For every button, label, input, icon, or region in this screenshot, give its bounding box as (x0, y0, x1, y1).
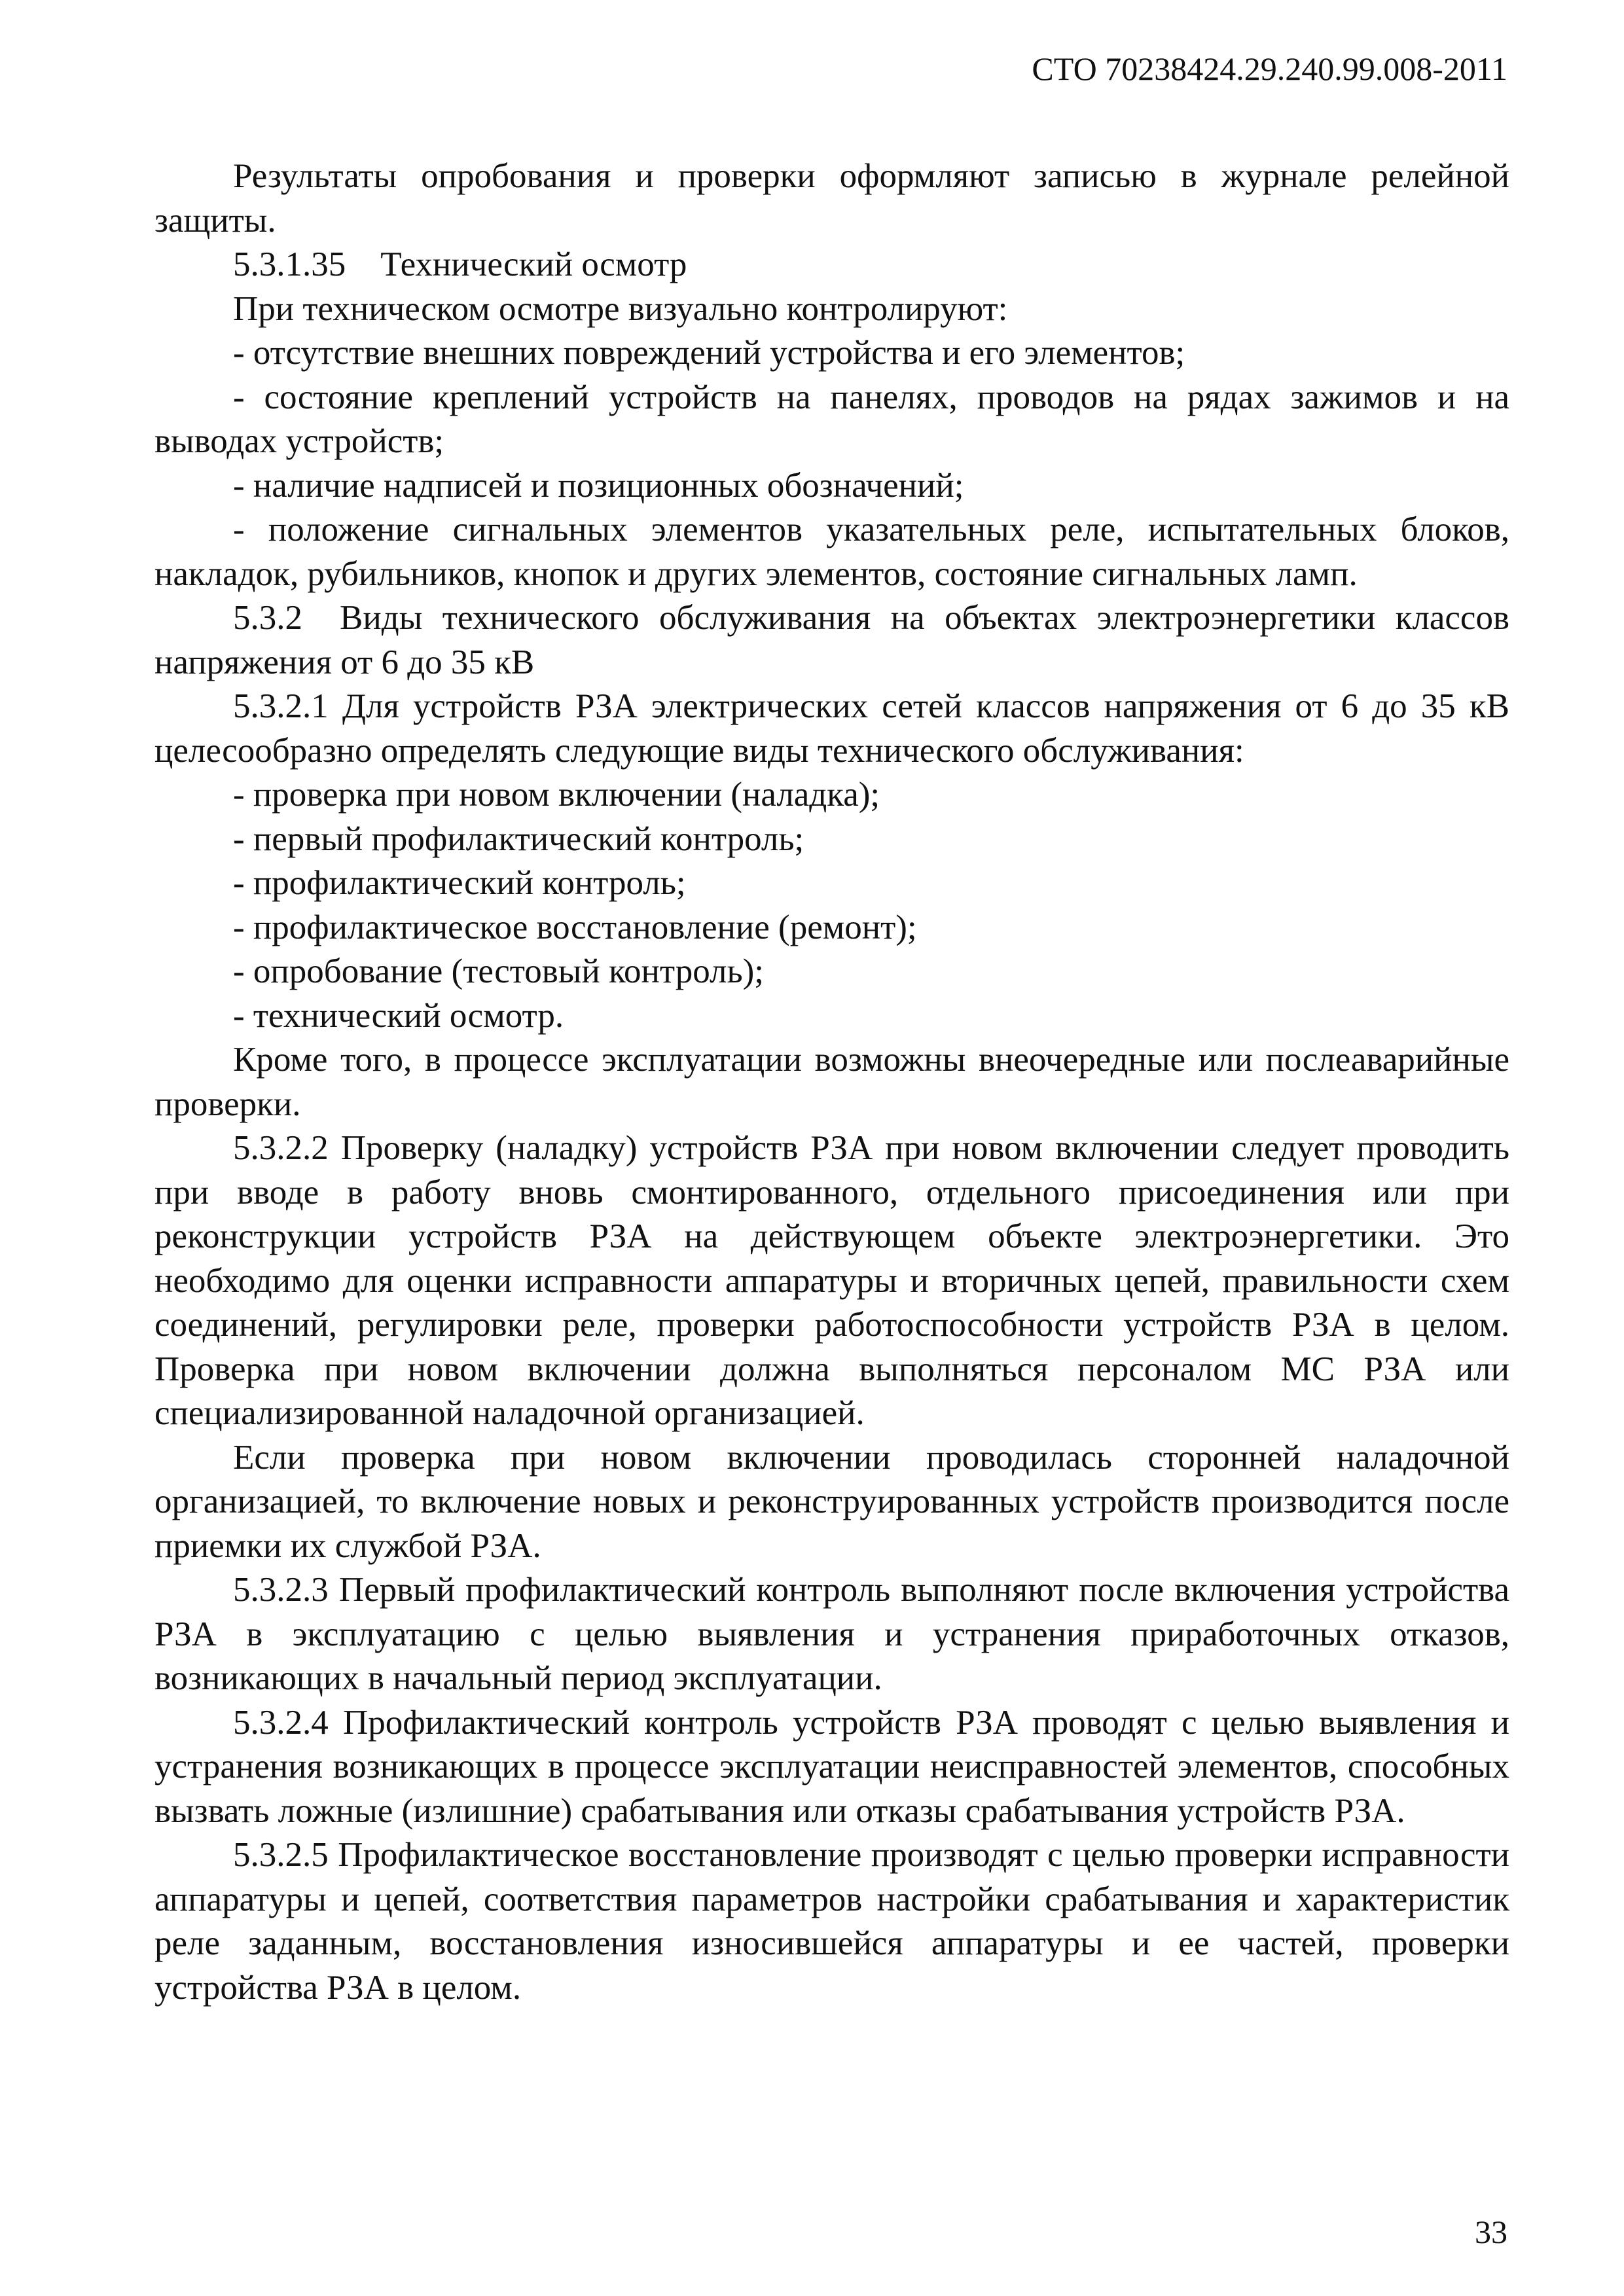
list-item: - положение сигнальных элементов указательных реле, испытательных блоков, накладок, рубильников, кнопок и других элементов, состояние сигнальных ламп. (154, 511, 1509, 593)
page-number: 33 (1475, 2214, 1507, 2250)
paragraph-5-3-2-3: 5.3.2.3 Первый профилактический контроль выполняют после включения устройства РЗА в эксплуатацию с целью выявления и устранения приработочных отказов, возникающих в начальный период эксплуатации. (154, 1571, 1509, 1697)
paragraph-visual-control: При техническом осмотре визуально контролируют: (233, 289, 1008, 328)
document-code-header: СТО 70238424.29.240.99.008-2011 (1032, 50, 1507, 87)
list-item: - отсутствие внешних повреждений устройства и его элементов; (233, 334, 1185, 372)
section-heading-5-3-2: 5.3.2 Виды технического обслуживания на объектах электроэнергетики классов напряжения от 6 до 35 кВ (154, 599, 1509, 681)
paragraph-extraordinary-checks: Кроме того, в процессе эксплуатации возможны внеочередные или послеаварийные проверки. (154, 1041, 1509, 1123)
list-item: - технический осмотр. (233, 996, 564, 1035)
list-item: - первый профилактический контроль; (233, 819, 804, 858)
paragraph-results: Результаты опробования и проверки оформляют записью в журнале релейной защиты. (154, 157, 1509, 240)
list-item: - опробование (тестовый контроль); (233, 952, 764, 990)
paragraph-5-3-2-1: 5.3.2.1 Для устройств РЗА электрических сетей классов напряжения от 6 до 35 кВ целесообразно определять следующие виды технического обслуживания: (154, 687, 1509, 770)
list-item: - профилактический контроль; (233, 864, 686, 902)
paragraph-5-3-2-4: 5.3.2.4 Профилактический контроль устройств РЗА проводят с целью выявления и устранения возникающих в процессе эксплуатации неисправностей элементов, способных вызвать ложные (излишние) срабатывания или отказы срабатывания устройств РЗА. (154, 1703, 1509, 1830)
document-body (154, 154, 1509, 2010)
list-item: - проверка при новом включении (наладка); (233, 776, 880, 814)
list-item: - состояние креплений устройств на панелях, проводов на рядах зажимов и на выводах устройств; (154, 378, 1509, 460)
list-item: - наличие надписей и позиционных обозначений; (233, 466, 964, 505)
list-item: - профилактическое восстановление (ремонт); (233, 908, 917, 946)
paragraph-5-3-2-5: 5.3.2.5 Профилактическое восстановление производят с целью проверки исправности аппаратуры и цепей, соответствия параметров настройки срабатывания и характеристик реле заданным, восстановления износившейся аппаратуры и ее частей, проверки устройства РЗА в целом. (154, 1836, 1509, 2007)
paragraph-third-party-check: Если проверка при новом включении проводилась сторонней наладочной организацией, то включение новых и реконструированных устройств производится после приемки их службой РЗА. (154, 1438, 1509, 1565)
section-heading-5-3-1-35: 5.3.1.35 Технический осмотр (233, 245, 687, 283)
paragraph-5-3-2-2: 5.3.2.2 Проверку (наладку) устройств РЗА при новом включении следует проводить при вводе в работу вновь смонтированного, отдельного присоединения или при реконструкции устройств РЗА на действующем объекте электроэнергетики. Это необходимо для оценки исправности аппаратуры и вторичных цепей, правильности схем соединений, регулировки реле, проверки работоспособности устройств РЗА в целом. Проверка при новом включении должна выполняться персоналом МС РЗА или специализированной наладочной организацией. (154, 1129, 1509, 1432)
